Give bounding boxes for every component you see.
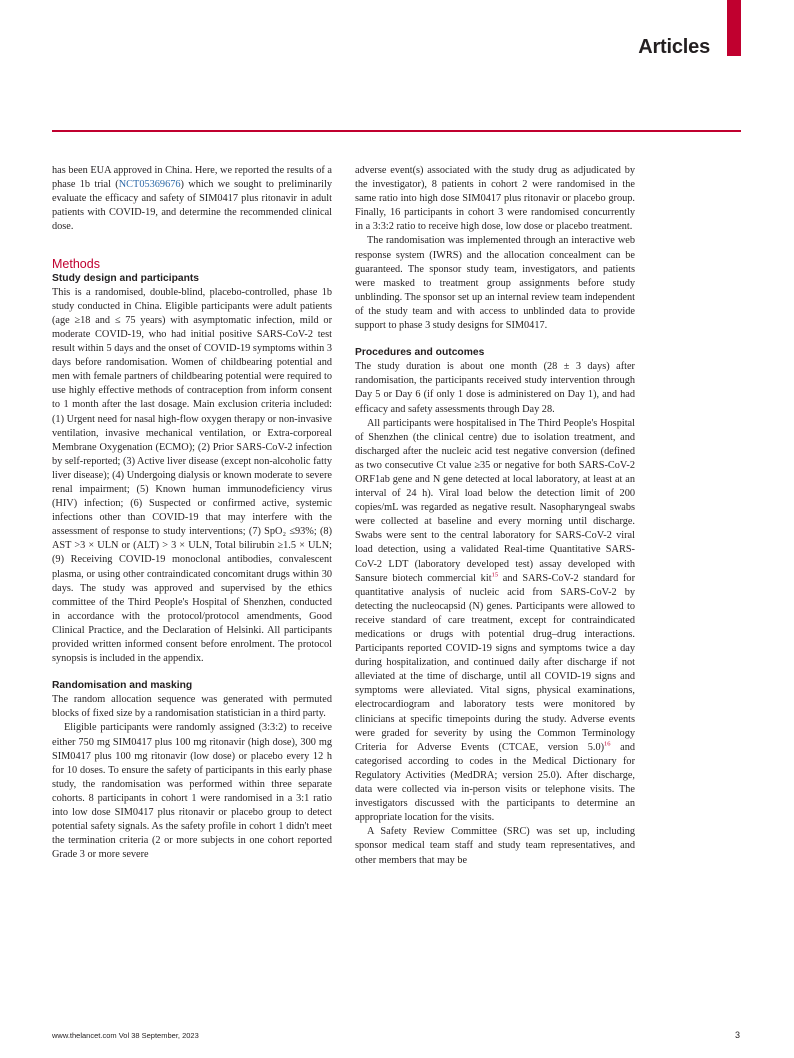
study-design-paragraph: This is a randomised, double-blind, placebo-controlled, phase 1b study conducted in China. Eligible participants were adult patients (age ≥18 and ≤ 75 years) with asymptomatic infection, mild or moderate COVID-19, who had initial positive SARS-CoV-2 test result within 5 days and the onset of COVID-19 symptoms within 3 days before randomisation. Women of childbearing potential and men with female partners of childbearing potential were required to use highly effective methods of contraception from inform consent to 1 month after the last dosage. Main exclusion criteria included: (1) Urgent need for nasal high-flow oxygen therapy or non-invasive ventilation, invasive mechanical ventilation, or Extra-corporeal Membrane Oxygenation (ECMO); (2) Prior SARS-CoV-2 infection by self-reported; (3) Active liver disease (except non-alcoholic fatty liver disease); (4) Undergoing dialysis or known moderate to severe renal impairment; (5) Known human immunodeficiency virus (HIV) infection; (6) Suspected or confirmed active, systemic infections other than COVID-19 that may interfere with the assessment of response to study interventions; (7) SpO₂ ≤93%; (8) AST >3 × ULN or (ALT) > 3 × ULN, Total bilirubin ≥1.5 × ULN; (9) Receiving COVID-19 monoclonal antibodies, convalescent plasma, or using other contraindicated concomitant drugs within 30 days. The study was approved and supervised by the ethics committee of the Third People's Hospital of Shenzhen, conducted in accordance with the protocol/protocol amendments, Good Clinical Practice, and the Declaration of Helsinki. All participants provided written informed consent before enrolment. The protocol synopsis is included in the appendix. xyxy=(52,286,332,665)
procedures-paragraph-3: A Safety Review Committee (SRC) was set up, including sponsor medical team staff and study team representatives, and other members that may be xyxy=(355,826,635,866)
randomisation-paragraph-1: The random allocation sequence was generated with permuted blocks of fixed size by a randomisation statistician in a third party. xyxy=(52,694,332,720)
methods-heading: Methods xyxy=(52,257,100,272)
procedures-paragraph-2: All participants were hospitalised in The Third People's Hospital of Shenzhen (the clinical centre) due to isolation treatment, and discharged after the nucleic acid test negative conversion (defined as two consecutive Ct value ≥35 or negative for both SARS-CoV-2 ORF1ab gene and N gene detected at local laboratory, at least at an interval of 24 h). Viral load below the detection limit of 200 copies/mL was regarded as negative result. Nasopharyngeal swabs were collected at baseline and every morning until discharge. Swabs were sent to the central laboratory for SARS-CoV-2 viral load detection, using a validated Real-time Quantitative SARS-CoV-2 LDT (laboratory developed test) assay developed with Sansure biotech commercial kit$^{15}$ and SARS-CoV-2 standard for quantitative analysis of nucleic acid from SARS-CoV-2 by detecting the nucleocapsid (N) genes. Participants were allowed to receive standard of care treatment, except for contraindicated medications or drugs with potential drug–drug interactions. Participants reported COVID-19 signs and symptoms twice a day during hospitalization, and continued daily after discharge if not alleviated at the time of discharge, until all COVID-19 signs and symptoms were alleviated. Vital signs, physical examinations, electrocardiogram and laboratory tests were monitored by clinicians at specific timepoints during the study. Adverse events were graded for severity by using the Common Terminology Criteria for Adverse Events (CTCAE, version 5.0)$^{16}$ and categorised according to codes in the Medical Dictionary for Regulatory Activities (MedDRA; version 25.0). After discharge, data were collected via in-person visits or telephone visits. The investigators discussed with the participants to determine an appropriate location for the visits. xyxy=(355,417,635,824)
section-label: Articles xyxy=(638,36,710,58)
intro-paragraph: has been EUA approved in China. Here, we reported the results of a phase 1b trial (NCT05369676) which we sought to preliminarily evaluate the efficacy and safety of SIM0417 plus ritonavir in adult patients with COVID-19, and determine the recommended clinical dose. xyxy=(52,165,332,233)
left-column xyxy=(52,164,332,862)
randomisation-paragraph-3: adverse event(s) associated with the study drug as adjudicated by the investigator), 8 patients in cohort 2 were randomised in the same ratio into high dose SIM0417 plus ritonavir or placebo group. Finally, 16 participants in cohort 3 were randomised concurrently in a 3:3:2 ratio to receive high dose, low dose or placebo treatment. xyxy=(355,165,635,233)
header-rule xyxy=(52,130,741,132)
right-column xyxy=(355,164,635,868)
trial-registry-link[interactable]: NCT05369676 xyxy=(118,179,181,191)
randomisation-heading: Randomisation and masking xyxy=(52,680,193,692)
randomisation-paragraph-4: The randomisation was implemented through an interactive web response system (IWRS) and the allocation concealment can be guaranteed. The sponsor study team, investigators, and patients were masked to treatment group assignments before study unblinding. The sponsor set up an internal review team independent of the study team and with access to unblinded data to provide support to phase 3 study designs for SIM0417. xyxy=(355,235,635,332)
reference-15[interactable]: 15 xyxy=(491,571,499,579)
reference-16[interactable]: 16 xyxy=(604,740,611,748)
section-color-tab xyxy=(727,0,741,56)
randomisation-paragraph-2: Eligible participants were randomly assigned (3:3:2) to receive either 750 mg SIM0417 plus 100 mg ritonavir (high dose), 300 mg SIM0417 plus 100 mg ritonavir (low dose) or placebo every 12 h for 10 doses. To ensure the safety of participants in this early phase study, the randomisation was performed within three separate cohorts. 8 participants in cohort 1 were randomised in a 3:1 ratio into low dose SIM0417 plus ritonavir or placebo group to detect potential safety signals. As the safety profile in cohort 1 didn't meet the termination criteria (2 or more subjects in one cohort reported Grade 3 or more severe xyxy=(52,722,332,861)
page-number: 3 xyxy=(734,1030,740,1040)
procedures-heading: Procedures and outcomes xyxy=(355,347,485,359)
procedures-paragraph-1: The study duration is about one month (28 ± 3 days) after randomisation, the participants received study intervention through Day 5 or Day 6 (if only 1 dose is administered on Day 1), and had efficacy and safety assessments through Day 28. xyxy=(355,361,635,415)
journal-footer: www.thelancet.com Vol 38 September, 2023 xyxy=(52,1031,199,1040)
study-design-heading: Study design and participants xyxy=(52,272,200,284)
